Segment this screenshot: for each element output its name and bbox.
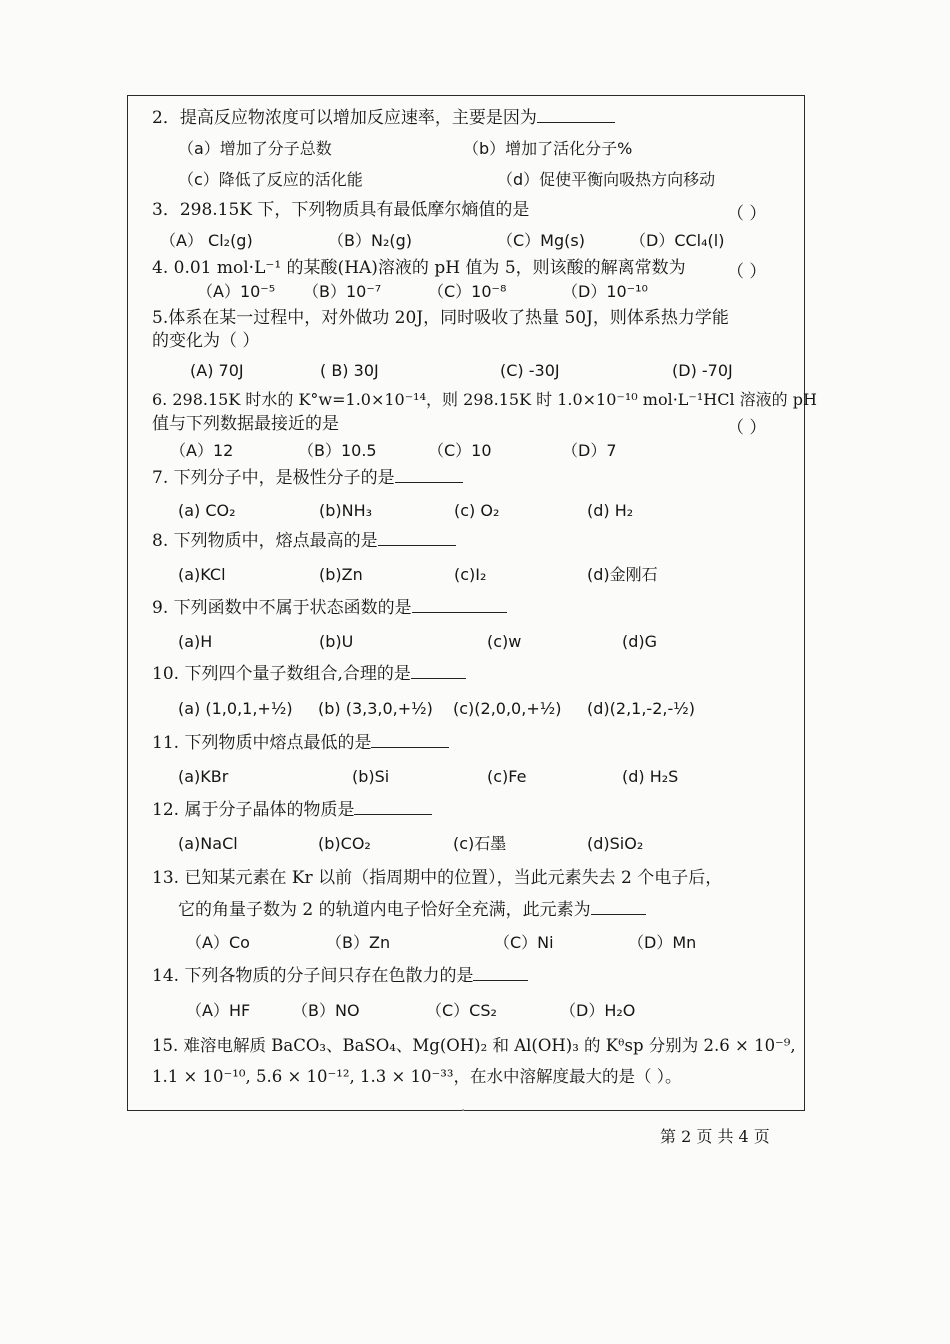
question-6-stem-line2: 值与下列数据最接近的是 [152, 414, 339, 434]
q12-option-d: (d)SiO₂ [587, 834, 644, 853]
question-10-stem: 10. 下列四个量子数组合,合理的是 [152, 663, 466, 685]
q4-option-d: （D）10⁻¹⁰ [562, 282, 648, 301]
q11-option-d: (d) H₂S [622, 767, 679, 786]
question-7-stem: 7. 下列分子中，是极性分子的是 [152, 467, 463, 489]
q7-option-d: (d) H₂ [587, 501, 634, 520]
q13-option-d: （D）Mn [628, 933, 697, 952]
q3-option-b: （B）N₂(g) [328, 231, 413, 250]
q8-option-c: (c)I₂ [454, 565, 487, 584]
q9-option-c: (c)w [487, 632, 522, 651]
q3-answer-paren[interactable]: （ ） [727, 204, 767, 224]
q13-option-a: （A）Co [186, 933, 250, 952]
q6-option-b: （B）10.5 [298, 441, 377, 460]
answer-blank[interactable] [371, 733, 449, 748]
answer-blank[interactable] [412, 598, 507, 613]
answer-blank[interactable] [537, 108, 615, 123]
q5-option-b: ( B) 30J [320, 361, 379, 380]
q6-option-c: （C）10 [428, 441, 492, 460]
q5-option-c: (C) -30J [500, 361, 560, 380]
question-5-stem-line1: 5.体系在某一过程中，对外做功 20J，同时吸收了热量 50J，则体系热力学能 [152, 308, 729, 328]
question-14-stem: 14. 下列各物质的分子间只存在色散力的是 [152, 965, 528, 987]
q4-answer-paren[interactable]: （ ） [727, 262, 767, 282]
q4-option-a: （A）10⁻⁵ [197, 282, 276, 301]
q10-option-b: (b) (3,3,0,+½) [318, 699, 433, 718]
answer-blank[interactable] [354, 800, 432, 815]
q9-option-a: (a)H [178, 632, 213, 651]
answer-blank[interactable] [591, 900, 646, 915]
q2-option-c: （c）降低了反应的活化能 [178, 170, 363, 189]
q11-option-a: (a)KBr [178, 767, 229, 786]
q8-option-b: (b)Zn [319, 565, 363, 584]
q4-option-b: （B）10⁻⁷ [303, 282, 382, 301]
q7-option-b: (b)NH₃ [319, 501, 373, 520]
q12-option-c: (c)石墨 [453, 834, 507, 853]
q2-option-b: （b）增加了活化分子% [463, 139, 633, 158]
question-9-stem: 9. 下列函数中不属于状态函数的是 [152, 597, 507, 619]
q14-option-c: （C）CS₂ [426, 1001, 497, 1020]
question-12-stem: 12. 属于分子晶体的物质是 [152, 799, 432, 821]
question-13-stem-line1: 13. 已知某元素在 Kr 以前（指周期中的位置），当此元素失去 2 个电子后， [152, 868, 723, 888]
q9-option-d: (d)G [622, 632, 658, 651]
q10-option-c: (c)(2,0,0,+½) [453, 699, 562, 718]
q9-option-b: (b)U [319, 632, 354, 651]
q11-option-c: (c)Fe [487, 767, 527, 786]
q3-option-c: （C）Mg(s) [497, 231, 585, 250]
q2-option-a: （a）增加了分子总数 [178, 139, 332, 158]
q10-option-d: (d)(2,1,-2,-½) [587, 699, 695, 718]
q5-option-d: (D) -70J [672, 361, 733, 380]
q13-option-b: （B）Zn [326, 933, 391, 952]
scan-speck [462, 1109, 464, 1111]
q4-option-c: （C）10⁻⁸ [428, 282, 507, 301]
q14-option-b: （B）NO [292, 1001, 360, 1020]
question-4-stem: 4. 0.01 mol·L⁻¹ 的某酸(HA)溶液的 pH 值为 5，则该酸的解离常数为 [152, 258, 686, 278]
q8-option-a: (a)KCl [178, 565, 226, 584]
q7-option-a: (a) CO₂ [178, 501, 236, 520]
question-15-stem-line2: 1.1 × 10⁻¹⁰, 5.6 × 10⁻¹², 1.3 × 10⁻³³，在水中溶解度最大的是（ ）。 [152, 1067, 682, 1086]
q12-option-a: (a)NaCl [178, 834, 238, 853]
q6-answer-paren[interactable]: （ ） [727, 418, 767, 438]
q11-option-b: (b)Si [352, 767, 390, 786]
q7-option-c: (c) O₂ [454, 501, 500, 520]
answer-blank[interactable] [473, 966, 528, 981]
question-13-stem-line2: 它的角量子数为 2 的轨道内电子恰好全充满，此元素为 [178, 899, 646, 921]
q5-option-a: (A) 70J [190, 361, 244, 380]
question-3-stem: 3．298.15K 下，下列物质具有最低摩尔熵值的是 [152, 200, 530, 220]
page-number: 第 2 页 共 4 页 [660, 1127, 770, 1146]
q10-option-a: (a) (1,0,1,+½) [178, 699, 293, 718]
q6-option-d: （D）7 [562, 441, 617, 460]
question-5-stem-line2: 的变化为（ ） [152, 331, 260, 351]
q6-option-a: （A）12 [170, 441, 234, 460]
q2-option-d: （d）促使平衡向吸热方向移动 [497, 170, 716, 189]
question-2-stem: 2．提高反应物浓度可以增加反应速率，主要是因为 [152, 107, 615, 129]
question-8-stem: 8. 下列物质中，熔点最高的是 [152, 530, 456, 552]
q8-option-d: (d)金刚石 [587, 565, 658, 584]
q14-option-a: （A）HF [186, 1001, 251, 1020]
q3-option-d: （D）CCl₄(l) [630, 231, 725, 250]
q3-option-a: （A） Cl₂(g) [160, 231, 253, 250]
answer-blank[interactable] [378, 531, 456, 546]
q12-option-b: (b)CO₂ [318, 834, 371, 853]
answer-blank[interactable] [411, 664, 466, 679]
question-15-stem-line1: 15. 难溶电解质 BaCO₃、BaSO₄、Mg(OH)₂ 和 Al(OH)₃ 的 Kᶿsp 分别为 2.6 × 10⁻⁹, [152, 1036, 796, 1055]
q14-option-d: （D）H₂O [560, 1001, 636, 1020]
question-6-stem-line1: 6. 298.15K 时水的 K°w=1.0×10⁻¹⁴，则 298.15K 时 1.0×10⁻¹⁰ mol·L⁻¹HCl 溶液的 pH [152, 390, 817, 409]
answer-blank[interactable] [395, 468, 463, 483]
question-11-stem: 11. 下列物质中熔点最低的是 [152, 732, 449, 754]
q13-option-c: （C）Ni [494, 933, 554, 952]
